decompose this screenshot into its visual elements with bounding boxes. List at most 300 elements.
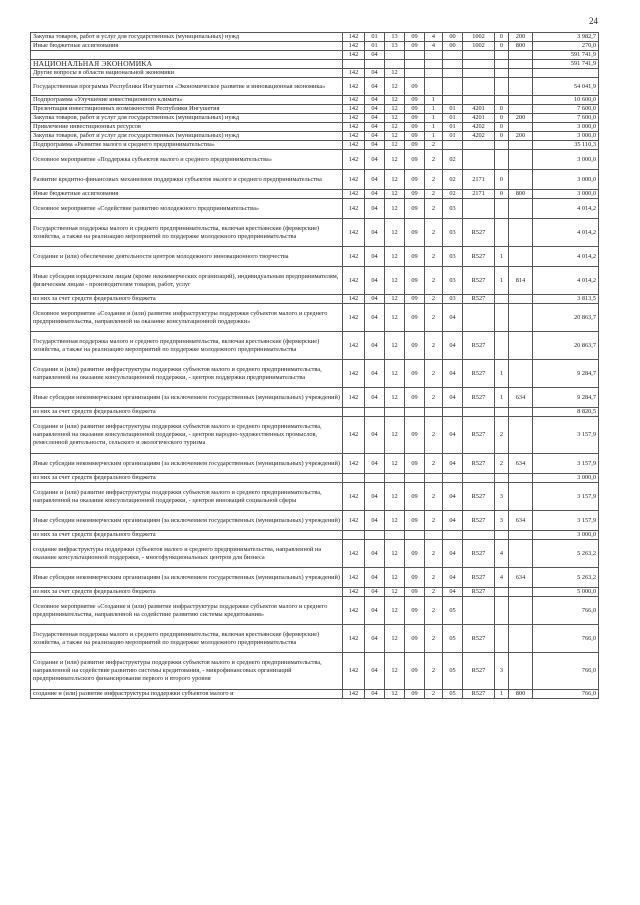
code-c6 <box>443 141 463 150</box>
row-amount: 766,0 <box>533 690 599 699</box>
code-c9 <box>509 597 533 625</box>
row-amount: 591 741,9 <box>533 60 599 69</box>
code-c4: 09 <box>405 199 425 219</box>
code-c1: 142 <box>343 190 365 199</box>
code-c2: 04 <box>365 267 385 295</box>
code-c3: 12 <box>385 78 405 96</box>
code-c6: 01 <box>443 114 463 123</box>
row-name: Иные бюджетные ассигнования <box>31 42 343 51</box>
code-c2: 04 <box>365 141 385 150</box>
code-c3: 12 <box>385 454 405 474</box>
code-c3: 12 <box>385 597 405 625</box>
code-c1: 142 <box>343 123 365 132</box>
row-amount: 20 863,7 <box>533 332 599 360</box>
code-c4: 09 <box>405 42 425 51</box>
code-c1 <box>343 60 365 69</box>
code-c6: 02 <box>443 190 463 199</box>
code-c8 <box>495 597 509 625</box>
table-row <box>31 247 599 267</box>
row-amount: 4 014,2 <box>533 199 599 219</box>
code-c2: 04 <box>365 247 385 267</box>
code-c4: 09 <box>405 78 425 96</box>
code-c9 <box>509 332 533 360</box>
code-c1: 142 <box>343 690 365 699</box>
code-c3: 12 <box>385 219 405 247</box>
code-c7: R527 <box>463 483 495 511</box>
code-c6: 04 <box>443 483 463 511</box>
code-c9 <box>509 483 533 511</box>
code-c9: 200 <box>509 114 533 123</box>
table-row <box>31 332 599 360</box>
row-amount: 5 263,2 <box>533 540 599 568</box>
code-c9 <box>509 588 533 597</box>
code-c2: 04 <box>365 540 385 568</box>
code-c3: 12 <box>385 483 405 511</box>
code-c5: 1 <box>425 132 443 141</box>
code-c7 <box>463 78 495 96</box>
code-c6: 04 <box>443 332 463 360</box>
table-row <box>31 199 599 219</box>
table-row <box>31 388 599 408</box>
code-c9 <box>509 360 533 388</box>
row-amount: 3 000,0 <box>533 132 599 141</box>
code-c7: R527 <box>463 247 495 267</box>
code-c4 <box>405 474 425 483</box>
row-amount: 3 000,0 <box>533 170 599 190</box>
table-row <box>31 78 599 96</box>
row-name: Основное мероприятие «Содействие развитию молодежного предпринимательства» <box>31 199 343 219</box>
table-row <box>31 190 599 199</box>
code-c8: 0 <box>495 190 509 199</box>
code-c6: 05 <box>443 690 463 699</box>
code-c6: 03 <box>443 295 463 304</box>
code-c8: 0 <box>495 170 509 190</box>
code-c6: 05 <box>443 597 463 625</box>
code-c5 <box>425 69 443 78</box>
code-c8: 0 <box>495 42 509 51</box>
code-c1: 142 <box>343 42 365 51</box>
code-c3 <box>385 531 405 540</box>
code-c9 <box>509 123 533 132</box>
code-c7 <box>463 597 495 625</box>
code-c2: 04 <box>365 295 385 304</box>
code-c8: 0 <box>495 105 509 114</box>
row-name: из них за счет средств федерального бюджета <box>31 474 343 483</box>
code-c7: 1002 <box>463 42 495 51</box>
code-c3: 13 <box>385 33 405 42</box>
code-c3: 12 <box>385 388 405 408</box>
code-c5: 1 <box>425 105 443 114</box>
row-amount: 54 041,9 <box>533 78 599 96</box>
code-c3: 12 <box>385 199 405 219</box>
row-name: Иные субсидии некоммерческим организациям (за исключением государственных (муниципальных) учреждений) <box>31 568 343 588</box>
code-c9 <box>509 247 533 267</box>
code-c1: 142 <box>343 588 365 597</box>
table-row <box>31 360 599 388</box>
code-c4: 09 <box>405 247 425 267</box>
code-c6: 02 <box>443 170 463 190</box>
code-c9 <box>509 219 533 247</box>
code-c2: 04 <box>365 511 385 531</box>
code-c5: 2 <box>425 625 443 653</box>
code-c8: 1 <box>495 247 509 267</box>
code-c3: 12 <box>385 417 405 454</box>
table-row <box>31 304 599 332</box>
row-name: Основное мероприятие «Создание и (или) развитие инфраструктуры поддержки субъектов малого и среднего предпринимательства, направленной на содействие развитию системы кредитования» <box>31 597 343 625</box>
code-c4: 09 <box>405 105 425 114</box>
code-c4: 09 <box>405 96 425 105</box>
row-name: из них за счет средств федерального бюджета <box>31 588 343 597</box>
code-c5: 2 <box>425 540 443 568</box>
row-amount: 8 820,5 <box>533 408 599 417</box>
code-c5: 2 <box>425 568 443 588</box>
code-c4: 09 <box>405 597 425 625</box>
code-c4: 09 <box>405 588 425 597</box>
code-c8: 1 <box>495 360 509 388</box>
code-c8 <box>495 78 509 96</box>
code-c1: 142 <box>343 597 365 625</box>
code-c9 <box>509 295 533 304</box>
code-c8 <box>495 625 509 653</box>
code-c5: 2 <box>425 417 443 454</box>
code-c2: 04 <box>365 483 385 511</box>
code-c6: 04 <box>443 568 463 588</box>
code-c7: R527 <box>463 332 495 360</box>
row-amount: 20 863,7 <box>533 304 599 332</box>
code-c4: 09 <box>405 540 425 568</box>
code-c1: 142 <box>343 568 365 588</box>
code-c2: 04 <box>365 96 385 105</box>
code-c2: 04 <box>365 190 385 199</box>
code-c3: 12 <box>385 114 405 123</box>
code-c2: 01 <box>365 33 385 42</box>
code-c2: 04 <box>365 304 385 332</box>
code-c8: 4 <box>495 540 509 568</box>
table-row <box>31 123 599 132</box>
code-c7: R527 <box>463 588 495 597</box>
code-c7: R527 <box>463 511 495 531</box>
code-c5: 2 <box>425 170 443 190</box>
code-c9 <box>509 170 533 190</box>
code-c5 <box>425 51 443 60</box>
row-name: Создание и (или) развитие инфраструктуры поддержки субъектов малого и среднего предпринимательства, направленной на оказание консультационной поддержки, - центров народно-художественных промыслов, ремесленной деятельности, сельского и экологического туризма <box>31 417 343 454</box>
code-c8: 0 <box>495 123 509 132</box>
code-c4: 09 <box>405 417 425 454</box>
row-name: Государственная поддержка малого и среднего предпринимательства, включая крестьянские (фермерские) хозяйства, а также на реализацию мероприятий по поддержке молодежного предпринимательства <box>31 332 343 360</box>
code-c6: 02 <box>443 150 463 170</box>
code-c4: 09 <box>405 568 425 588</box>
code-c1: 142 <box>343 105 365 114</box>
row-amount: 766,0 <box>533 597 599 625</box>
code-c8 <box>495 588 509 597</box>
row-name: Создание и (или) обеспечение деятельности центров молодежного инновационного творчества <box>31 247 343 267</box>
code-c1: 142 <box>343 417 365 454</box>
code-c9 <box>509 417 533 454</box>
code-c9 <box>509 199 533 219</box>
row-amount: 3 157,9 <box>533 483 599 511</box>
budget-table-body <box>31 33 599 699</box>
row-name: Иные бюджетные ассигнования <box>31 190 343 199</box>
code-c4: 09 <box>405 33 425 42</box>
code-c6: 01 <box>443 132 463 141</box>
code-c3: 13 <box>385 42 405 51</box>
code-c2: 04 <box>365 690 385 699</box>
row-amount: 3 157,9 <box>533 454 599 474</box>
code-c7: 1002 <box>463 33 495 42</box>
code-c1: 142 <box>343 304 365 332</box>
code-c2: 04 <box>365 417 385 454</box>
row-amount: 3 000,0 <box>533 190 599 199</box>
code-c7 <box>463 51 495 60</box>
code-c9: 634 <box>509 511 533 531</box>
row-name: из них за счет средств федерального бюджета <box>31 408 343 417</box>
code-c5 <box>425 408 443 417</box>
code-c5: 2 <box>425 597 443 625</box>
code-c2: 04 <box>365 69 385 78</box>
row-name: Государственная поддержка малого и среднего предпринимательства, включая крестьянские (фермерские) хозяйства, а также на реализацию мероприятий по поддержке молодежного предпринимательства <box>31 219 343 247</box>
row-amount: 766,0 <box>533 625 599 653</box>
code-c6 <box>443 96 463 105</box>
code-c2: 04 <box>365 51 385 60</box>
row-amount: 3 157,9 <box>533 417 599 454</box>
code-c9 <box>509 78 533 96</box>
row-amount: 4 014,2 <box>533 247 599 267</box>
code-c3: 12 <box>385 540 405 568</box>
table-row <box>31 540 599 568</box>
table-row <box>31 511 599 531</box>
row-name: Привлечение инвестиционных ресурсов <box>31 123 343 132</box>
code-c6: 00 <box>443 33 463 42</box>
code-c5: 2 <box>425 483 443 511</box>
code-c8 <box>495 474 509 483</box>
code-c5 <box>425 474 443 483</box>
table-row <box>31 474 599 483</box>
code-c3: 12 <box>385 511 405 531</box>
code-c7: R527 <box>463 360 495 388</box>
code-c2: 04 <box>365 219 385 247</box>
code-c9 <box>509 531 533 540</box>
code-c1: 142 <box>343 96 365 105</box>
code-c9: 800 <box>509 42 533 51</box>
code-c3: 12 <box>385 267 405 295</box>
row-name: Развитие кредитно-финансовых механизмов поддержки субъектов малого и среднего предпринимательства <box>31 170 343 190</box>
row-amount <box>533 69 599 78</box>
code-c3: 12 <box>385 123 405 132</box>
code-c1: 142 <box>343 141 365 150</box>
table-row <box>31 568 599 588</box>
code-c7 <box>463 531 495 540</box>
code-c5: 2 <box>425 247 443 267</box>
code-c7: 4201 <box>463 105 495 114</box>
code-c7: 2171 <box>463 170 495 190</box>
table-row <box>31 69 599 78</box>
row-name: Государственная поддержка малого и среднего предпринимательства, включая крестьянские (фермерские) хозяйства, а также на реализацию мероприятий по поддержке молодежного предпринимательства <box>31 625 343 653</box>
code-c9 <box>509 150 533 170</box>
code-c4: 09 <box>405 304 425 332</box>
code-c1: 142 <box>343 51 365 60</box>
code-c1: 142 <box>343 170 365 190</box>
table-row <box>31 690 599 699</box>
code-c5: 2 <box>425 588 443 597</box>
code-c6 <box>443 78 463 96</box>
code-c8 <box>495 295 509 304</box>
code-c7 <box>463 60 495 69</box>
code-c1: 142 <box>343 33 365 42</box>
code-c1 <box>343 408 365 417</box>
code-c7 <box>463 96 495 105</box>
code-c3: 12 <box>385 625 405 653</box>
code-c5: 2 <box>425 295 443 304</box>
code-c9 <box>509 653 533 690</box>
code-c7: R527 <box>463 417 495 454</box>
table-row <box>31 267 599 295</box>
row-name: Презентация инвестиционных возможностей Республики Ингушетия <box>31 105 343 114</box>
code-c4 <box>405 531 425 540</box>
code-c7: 4201 <box>463 114 495 123</box>
code-c8 <box>495 219 509 247</box>
code-c1: 142 <box>343 483 365 511</box>
code-c2: 04 <box>365 588 385 597</box>
code-c5: 2 <box>425 653 443 690</box>
code-c4: 09 <box>405 267 425 295</box>
code-c2: 04 <box>365 150 385 170</box>
code-c3: 12 <box>385 190 405 199</box>
code-c5: 2 <box>425 388 443 408</box>
code-c8: 3 <box>495 511 509 531</box>
code-c9 <box>509 69 533 78</box>
code-c8 <box>495 51 509 60</box>
code-c5: 2 <box>425 332 443 360</box>
code-c4: 09 <box>405 483 425 511</box>
code-c3 <box>385 51 405 60</box>
code-c2 <box>365 60 385 69</box>
table-row <box>31 42 599 51</box>
code-c4 <box>405 60 425 69</box>
row-name: Иные субсидии некоммерческим организациям (за исключением государственных (муниципальных) учреждений) <box>31 388 343 408</box>
code-c1: 142 <box>343 78 365 96</box>
code-c4: 09 <box>405 141 425 150</box>
code-c2 <box>365 474 385 483</box>
code-c7: R527 <box>463 267 495 295</box>
code-c4 <box>405 69 425 78</box>
row-amount: 10 600,0 <box>533 96 599 105</box>
code-c2: 04 <box>365 568 385 588</box>
code-c8 <box>495 408 509 417</box>
row-name: из них за счет средств федерального бюджета <box>31 531 343 540</box>
table-row <box>31 454 599 474</box>
row-amount: 9 284,7 <box>533 360 599 388</box>
code-c9: 634 <box>509 388 533 408</box>
code-c9: 800 <box>509 190 533 199</box>
row-amount: 35 110,3 <box>533 141 599 150</box>
row-name: Закупка товаров, работ и услуг для государственных (муниципальных) нужд <box>31 33 343 42</box>
table-row <box>31 625 599 653</box>
row-amount: 4 014,2 <box>533 219 599 247</box>
row-name: Закупка товаров, работ и услуг для государственных (муниципальных) нужд <box>31 114 343 123</box>
code-c5: 2 <box>425 511 443 531</box>
table-row <box>31 33 599 42</box>
table-row <box>31 132 599 141</box>
table-row <box>31 295 599 304</box>
code-c5 <box>425 531 443 540</box>
code-c3: 12 <box>385 304 405 332</box>
table-row <box>31 60 599 69</box>
code-c6: 00 <box>443 42 463 51</box>
code-c1: 142 <box>343 69 365 78</box>
code-c8: 0 <box>495 114 509 123</box>
code-c7: 4202 <box>463 123 495 132</box>
code-c6: 04 <box>443 540 463 568</box>
row-name: из них за счет средств федерального бюджета <box>31 295 343 304</box>
code-c6: 04 <box>443 511 463 531</box>
code-c2: 04 <box>365 170 385 190</box>
code-c6 <box>443 60 463 69</box>
code-c8 <box>495 141 509 150</box>
code-c9: 634 <box>509 454 533 474</box>
code-c6 <box>443 531 463 540</box>
code-c1: 142 <box>343 199 365 219</box>
budget-table <box>30 32 599 699</box>
code-c4: 09 <box>405 123 425 132</box>
code-c7: R527 <box>463 540 495 568</box>
code-c3: 12 <box>385 568 405 588</box>
table-row <box>31 96 599 105</box>
code-c8: 3 <box>495 483 509 511</box>
code-c4: 09 <box>405 625 425 653</box>
code-c7 <box>463 199 495 219</box>
row-name: Иные субсидии некоммерческим организациям (за исключением государственных (муниципальных) учреждений) <box>31 454 343 474</box>
code-c5: 4 <box>425 42 443 51</box>
table-row <box>31 219 599 247</box>
code-c7 <box>463 69 495 78</box>
code-c9: 814 <box>509 267 533 295</box>
code-c8: 3 <box>495 653 509 690</box>
code-c4: 09 <box>405 295 425 304</box>
code-c7 <box>463 474 495 483</box>
code-c7: R527 <box>463 454 495 474</box>
code-c5: 2 <box>425 190 443 199</box>
code-c2: 04 <box>365 597 385 625</box>
code-c6: 05 <box>443 625 463 653</box>
code-c7: R527 <box>463 625 495 653</box>
row-amount: 3 813,5 <box>533 295 599 304</box>
code-c7: R527 <box>463 388 495 408</box>
code-c4 <box>405 51 425 60</box>
code-c9: 200 <box>509 33 533 42</box>
code-c3 <box>385 474 405 483</box>
code-c3: 12 <box>385 653 405 690</box>
code-c5: 2 <box>425 454 443 474</box>
code-c9: 200 <box>509 132 533 141</box>
code-c5: 2 <box>425 304 443 332</box>
code-c8: 0 <box>495 132 509 141</box>
row-name: Создание и (или) развитие инфраструктуры поддержки субъектов малого и среднего предпринимательства, направленной на содействие развитию системы кредитования, - микрофинансовых организаций предпринимательского финансирования первого и второго уровня <box>31 653 343 690</box>
code-c2: 04 <box>365 199 385 219</box>
code-c4: 09 <box>405 332 425 360</box>
code-c1 <box>343 474 365 483</box>
code-c2: 04 <box>365 388 385 408</box>
code-c6: 04 <box>443 360 463 388</box>
code-c1: 142 <box>343 132 365 141</box>
table-row <box>31 588 599 597</box>
row-name: Закупка товаров, работ и услуг для государственных (муниципальных) нужд <box>31 132 343 141</box>
code-c1: 142 <box>343 625 365 653</box>
code-c8 <box>495 304 509 332</box>
code-c6: 05 <box>443 653 463 690</box>
code-c9 <box>509 408 533 417</box>
code-c8: 1 <box>495 267 509 295</box>
code-c1: 142 <box>343 295 365 304</box>
